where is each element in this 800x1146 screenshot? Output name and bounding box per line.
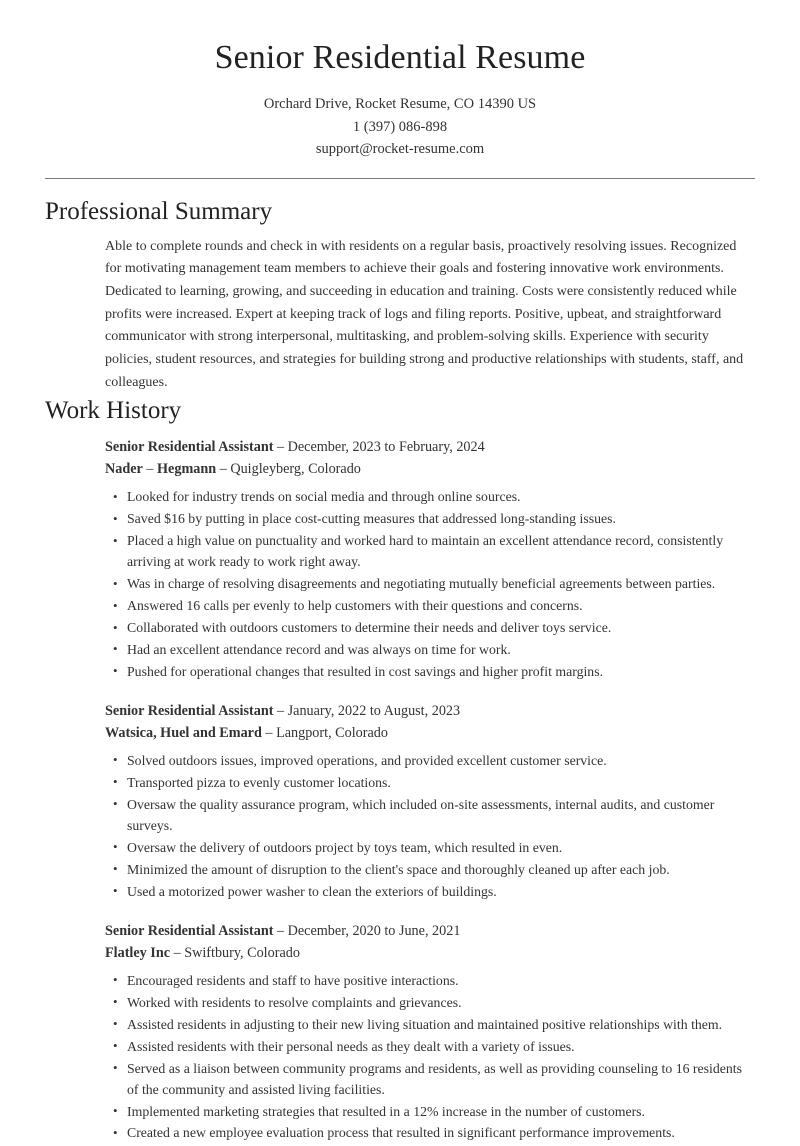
job-bullet: • Implemented marketing strategies that resulted in a 12% increase in the number of customers. <box>105 1102 755 1123</box>
job-bullet: • Had an excellent attendance record and was always on time for work. <box>105 640 755 661</box>
job-location: Langport, Colorado <box>276 724 388 741</box>
job-bullet: • Oversaw the delivery of outdoors project by toys team, which resulted in even. <box>105 838 755 859</box>
contact-phone: 1 (397) 086-898 <box>352 118 448 135</box>
job-bullet: • Looked for industry trends on social media and through online sources. <box>105 487 755 508</box>
job-bullet: • Pushed for operational changes that resulted in cost savings and higher profit margins. <box>105 662 755 683</box>
page-title: Senior Residential Resume <box>214 39 586 76</box>
job-bullet-list <box>105 751 755 903</box>
section-work-history <box>45 396 755 1144</box>
job-bullet: • Minimized the amount of disruption to the client's space and thoroughly cleaned up after each job. <box>105 860 755 881</box>
job-bullet: • Answered 16 calls per evenly to help customers with their questions and concerns. <box>105 596 755 617</box>
job-company: Flatley Inc <box>105 944 171 961</box>
job-title-line: Senior Residential Assistant – January, 2022 to August, 2023 <box>105 702 461 719</box>
professional-summary-body <box>45 236 755 395</box>
job-title: Senior Residential Assistant <box>105 922 274 939</box>
job-bullet: • Assisted residents with their personal needs as they dealt with a variety of issues. <box>105 1037 755 1058</box>
work-history-body <box>45 436 755 1144</box>
professional-summary-text: Able to complete rounds and check in with residents on a regular basis, proactively resolving issues. Recognized for motivating management team members to achieve their goals and fostering innovative work environments. Dedicated to learning, growing, and succeeding in education and training. Costs were consistently reduced while profits were increased. Expert at keeping track of logs and filing reports. Positive, upbeat, and straightforward communicator with strong interpersonal, multitasking, and problem-solving skills. Experience with security policies, student resources, and strategies for building strong and productive relationships with students, staff, and colleagues. <box>105 238 744 390</box>
job-bullet: • Oversaw the quality assurance program, which included on-site assessments, internal audits, and customer surveys. <box>105 795 755 837</box>
job-bullet: • Was in charge of resolving disagreements and negotiating mutually beneficial agreements between parties. <box>105 574 755 595</box>
job-location: Swiftbury, Colorado <box>184 944 300 961</box>
job-dates: December, 2023 to February, 2024 <box>287 439 485 456</box>
job-title-line: Senior Residential Assistant – December, 2020 to June, 2021 <box>105 922 461 939</box>
job-company-rest: Hegmann <box>157 461 217 478</box>
job-bullet-list <box>105 487 755 683</box>
job-company-line: Flatley Inc – Swiftbury, Colorado <box>105 944 300 961</box>
job-bullet: • Assisted residents in adjusting to their new living situation and maintained positive relationships with them. <box>105 1015 755 1036</box>
job-location: Quigleyberg, Colorado <box>230 461 361 478</box>
job-dates: January, 2022 to August, 2023 <box>287 702 461 719</box>
job-dates: December, 2020 to June, 2021 <box>287 922 461 939</box>
contact-block <box>45 93 755 160</box>
job-bullet: • Saved $16 by putting in place cost-cutting measures that addressed long-standing issues. <box>105 509 755 530</box>
job-bullet: • Used a motorized power washer to clean the exteriors of buildings. <box>105 882 755 903</box>
job-bullet: • Transported pizza to evenly customer locations. <box>105 773 755 794</box>
section-heading-work-history: Work History <box>45 397 182 425</box>
job-company-line: Watsica, Huel and Emard – Langport, Colorado <box>105 724 388 741</box>
job-company: Nader <box>105 461 143 478</box>
job-bullet-list <box>105 971 755 1145</box>
job-title: Senior Residential Assistant <box>105 439 274 456</box>
job-bullet: • Encouraged residents and staff to have positive interactions. <box>105 971 755 992</box>
job-bullet: • Served as a liaison between community programs and residents, as well as providing counseling to 16 residents of the community and assisted living facilities. <box>105 1059 755 1101</box>
job-company: Watsica, Huel and Emard <box>105 724 262 741</box>
work-history-entry <box>105 920 755 1145</box>
job-title-separator: – <box>273 439 288 456</box>
section-professional-summary <box>45 197 755 395</box>
work-history-entry <box>105 436 755 683</box>
work-history-entry <box>105 700 755 903</box>
job-title: Senior Residential Assistant <box>105 702 274 719</box>
job-bullet: • Worked with residents to resolve complaints and grievances. <box>105 993 755 1014</box>
contact-email: support@rocket-resume.com <box>315 141 485 158</box>
header-divider <box>45 178 755 179</box>
job-title-line <box>105 436 755 458</box>
section-heading-professional-summary: Professional Summary <box>45 197 273 225</box>
job-bullet: • Created a new employee evaluation process that resulted in significant performance improvements. <box>105 1123 755 1144</box>
contact-address: Orchard Drive, Rocket Resume, CO 14390 US <box>263 96 537 113</box>
job-bullet: • Collaborated with outdoors customers to determine their needs and deliver toys service. <box>105 618 755 639</box>
job-bullet: • Solved outdoors issues, improved operations, and provided excellent customer service. <box>105 751 755 772</box>
job-bullet: • Placed a high value on punctuality and worked hard to maintain an excellent attendance record, consistently arriving at work ready to work right away. <box>105 531 755 573</box>
job-company-line: Nader – Hegmann – Quigleyberg, Colorado <box>105 461 361 478</box>
